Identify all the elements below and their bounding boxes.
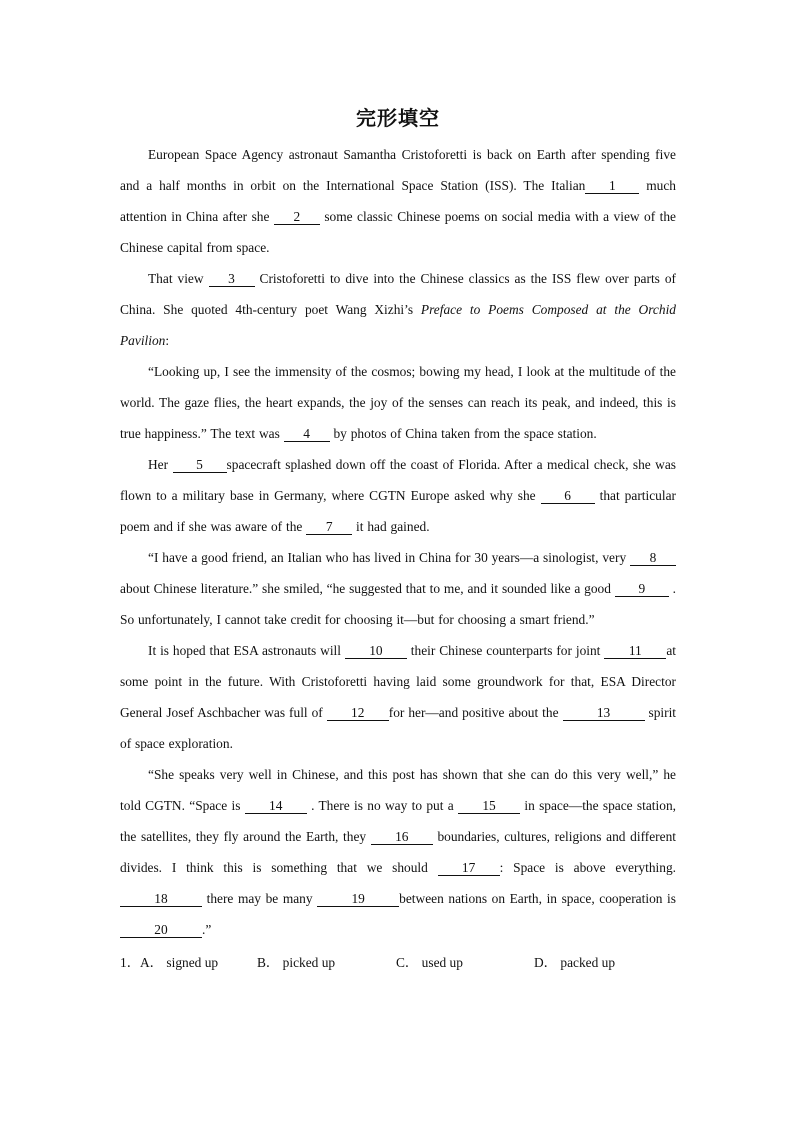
blank-18: 18 [120,891,202,907]
document-page [120,103,676,978]
text: “She speaks very well in Chinese, and this post has shown that she can do this very well,” he told CGTN. “Space is [120,767,676,813]
text: Cristoforetti to dive into the Chinese classics as the ISS flew over parts of China. She quoted 4th-century poet Wang Xizhi’s [120,271,677,317]
blank-11: 11 [604,643,666,659]
text: between nations on Earth, in space, cooperation is [399,891,676,906]
blank-2: 2 [274,209,320,225]
text: That view [148,271,209,286]
page-title: 完形填空 [356,106,440,130]
text: .” [202,922,212,937]
option-a[interactable]: A． signed up [140,955,219,970]
text: much attention in China after she [120,178,676,224]
blank-10: 10 [345,643,407,659]
blank-8: 8 [630,550,676,566]
text: it had gained. [352,519,430,534]
paragraph-7 [120,759,676,945]
paragraph-5 [120,542,676,635]
blank-9: 9 [615,581,669,597]
text: “I have a good friend, an Italian who has lived in China for 30 years—a sinologist, very [148,550,630,565]
question-1-options [120,947,676,978]
blank-6: 6 [541,488,595,504]
paragraph-4 [120,449,676,542]
text: there may be many [202,891,318,906]
paragraph-1 [120,139,676,263]
text: their Chinese counterparts for joint [406,643,605,658]
blank-14: 14 [245,798,307,814]
text: : [165,333,170,348]
blank-19: 19 [317,891,399,907]
text: . So unfortunately, I cannot take credit for choosing it—but for choosing a smart friend.” [120,581,676,627]
blank-20: 20 [120,922,202,938]
work-title: Preface to Poems Composed at the Orchid Pavilion [120,302,676,348]
text: spirit of space exploration. [120,705,677,751]
blank-7: 7 [306,519,352,535]
blank-12: 12 [327,705,389,721]
text: by photos of China taken from the space station. [329,426,597,441]
text: at some point in the future. With Cristoforetti having laid some groundwork for that, ESA Director General Josef Aschbacher was full of [120,643,676,720]
text: some classic Chinese poems on social media with a view of the Chinese capital from space. [120,209,676,255]
text: for her—and positive about the [388,705,563,720]
text: that particular poem and if she was aware of the [120,488,676,534]
text: spacecraft splashed down off the coast of Florida. After a medical check, she was flown to a military base in Germany, where CGTN Europe asked why she [120,457,676,503]
option-c[interactable]: C． used up [396,955,463,970]
blank-17: 17 [438,860,500,876]
paragraph-2 [120,263,676,356]
blank-3: 3 [209,271,255,287]
text: European Space Agency astronaut Samantha Cristoforetti is back on Earth after spending five and a half months in orbit on the International Space Station (ISS). The Italian [120,147,676,193]
option-b[interactable]: B． picked up [257,955,336,970]
paragraph-3 [120,356,676,449]
blank-4: 4 [284,426,330,442]
blank-1: 1 [585,178,639,194]
text: “Looking up, I see the immensity of the cosmos; bowing my head, I look at the multitude of the world. The gaze flies, the heart expands, the joy of the senses can reach its peak, and indeed, this is true happiness.” The text was [120,364,676,441]
text: about Chinese literature.” she smiled, “he suggested that to me, and it sounded like a good [120,581,615,596]
blank-13: 13 [563,705,645,721]
text: : Space is above everything. [499,860,676,875]
paragraph-6 [120,635,676,759]
blank-15: 15 [458,798,520,814]
text: . There is no way to put a [306,798,459,813]
blank-5: 5 [173,457,227,473]
text: in space—the space station, the satellites, they fly around the Earth, they [120,798,676,844]
text: It is hoped that ESA astronauts will [148,643,345,658]
text: boundaries, cultures, religions and different divides. I think this is something that we should [120,829,677,875]
option-d[interactable]: D． packed up [534,955,616,970]
blank-16: 16 [371,829,433,845]
question-1-number: 1． [120,955,141,970]
text: Her [148,457,173,472]
